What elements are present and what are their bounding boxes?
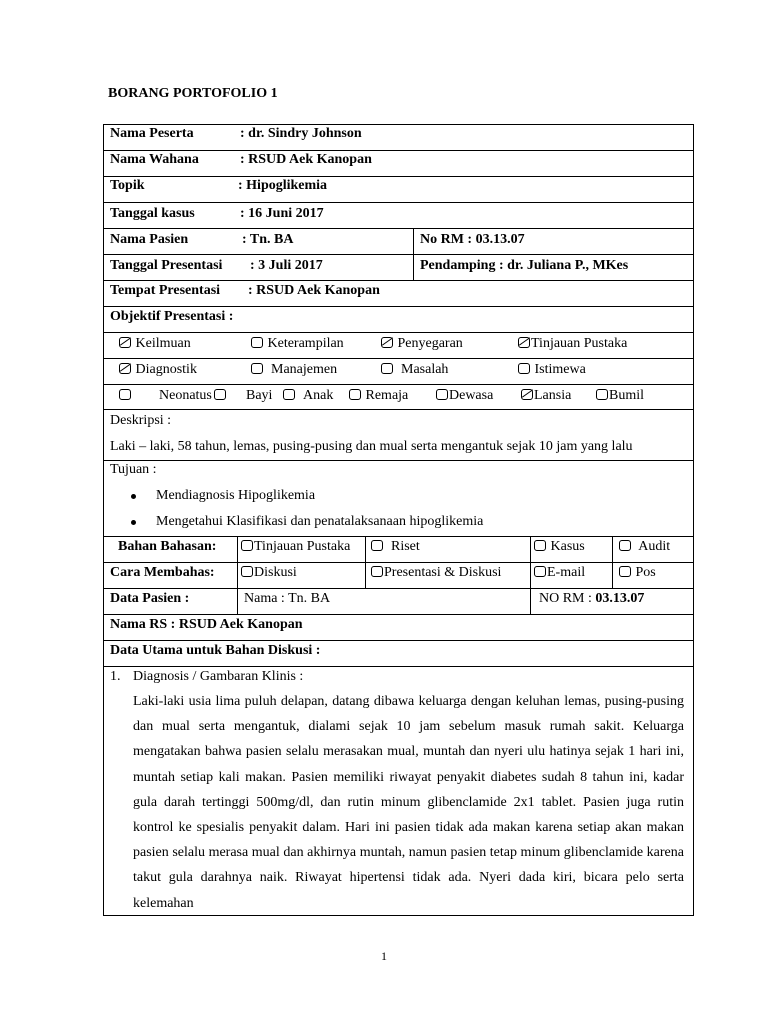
- checkbox-icon[interactable]: [534, 566, 546, 577]
- option-manajemen[interactable]: Manajemen: [251, 362, 337, 378]
- value-tanggal-kasus: : 16 Juni 2017: [240, 206, 324, 221]
- checkbox-icon[interactable]: [119, 388, 132, 404]
- diagnosis-heading: Diagnosis / Gambaran Klinis :: [133, 669, 304, 684]
- option-bayi[interactable]: Bayi: [246, 388, 273, 403]
- row-data-pasien: [104, 589, 693, 615]
- column-divider: [612, 537, 613, 562]
- checkbox-icon[interactable]: [619, 566, 631, 577]
- checkbox-icon[interactable]: [214, 388, 227, 404]
- option-diskusi[interactable]: Diskusi: [241, 565, 297, 581]
- option-audit[interactable]: Audit: [619, 539, 670, 555]
- option-penyegaran[interactable]: Penyegaran: [381, 336, 463, 352]
- value-nama-peserta: : dr. Sindry Johnson: [240, 126, 362, 141]
- checkbox-checked-icon[interactable]: [381, 337, 393, 348]
- row-tanggal-presentasi: [104, 255, 693, 281]
- label-data-utama: Data Utama untuk Bahan Diskusi :: [110, 643, 321, 658]
- option-keterampilan[interactable]: Keterampilan: [251, 336, 344, 352]
- checkbox-checked-icon[interactable]: [119, 337, 131, 348]
- checkbox-checked-icon[interactable]: [521, 389, 533, 400]
- option-pos[interactable]: Pos: [619, 565, 656, 581]
- label-objektif: Objektif Presentasi :: [110, 309, 234, 324]
- bullet-icon: [131, 520, 136, 525]
- row-tempat-presentasi: [104, 281, 693, 307]
- checkbox-icon[interactable]: [436, 389, 448, 400]
- row-objektif-1: [104, 333, 693, 359]
- value-data-pasien-nama: Nama : Tn. BA: [244, 591, 331, 606]
- document-title: BORANG PORTOFOLIO 1: [108, 86, 278, 101]
- label-nama-wahana: Nama Wahana: [110, 152, 199, 167]
- row-deskripsi: [104, 410, 693, 461]
- checkbox-icon[interactable]: [251, 363, 263, 374]
- row-nama-wahana: [104, 151, 693, 177]
- value-tanggal-presentasi: : 3 Juli 2017: [250, 258, 323, 273]
- value-nama-pasien: : Tn. BA: [242, 232, 294, 247]
- row-objektif-2: [104, 359, 693, 385]
- bullet-icon: [131, 494, 136, 499]
- row-nama-peserta: [104, 125, 693, 151]
- checkbox-icon[interactable]: [518, 363, 530, 374]
- option-diagnostik[interactable]: Diagnostik: [119, 362, 197, 378]
- checkbox-icon[interactable]: [534, 540, 546, 551]
- option-kasus[interactable]: Kasus: [534, 539, 585, 555]
- option-masalah[interactable]: Masalah: [381, 362, 448, 378]
- label-nama-pasien: Nama Pasien: [110, 232, 189, 247]
- label-tanggal-kasus: Tanggal kasus: [110, 206, 195, 221]
- row-topik: [104, 177, 693, 203]
- checkbox-icon[interactable]: [381, 363, 393, 374]
- label-tempat-presentasi: Tempat Presentasi: [110, 283, 221, 298]
- column-divider: [530, 563, 531, 588]
- row-nama-rs: [104, 615, 693, 641]
- value-tempat-presentasi: : RSUD Aek Kanopan: [248, 283, 380, 298]
- portfolio-form: [103, 124, 694, 916]
- diagnosis-text: Laki-laki usia lima puluh delapan, datang dibawa keluarga dengan keluhan lemas, pusing-pusing dan mual serta mengantuk, dialami sejak 10 jam sebelum masuk rumah sakit. Keluarga mengatakan bahwa pasien selalu merasakan mual, muntah dan nyeri ulu hatinya sejak 1 hari ini, muntah setiap kali makan. Pasien memiliki riwayat penyakit diabetes sudah 8 tahun ini, kadar gula darah tertinggi 500mg/dl, dan rutin minum glibenclamide 2x1 tablet. Pasien juga rutin kontrol ke spesialis penyakit dalam. Hari ini pasien tidak ada makan karena setiap akan makan pasien selalu merasa mual dan akhirnya muntah, namun pasien tetap minum glibenclamide karena takut gula darahnya naik. Riwayat hipertensi tidak ada. Nyeri dada kiri, bicara pelo serta kelemahan: [133, 694, 684, 911]
- row-tujuan: [104, 461, 693, 537]
- text-deskripsi: Laki – laki, 58 tahun, lemas, pusing-pusing dan mual serta mengantuk sejak 10 jam yang lalu: [110, 439, 633, 454]
- label-nama-peserta: Nama Peserta: [110, 126, 194, 141]
- label-tujuan: Tujuan :: [110, 462, 157, 477]
- row-objektif-3: [104, 385, 693, 410]
- column-divider: [413, 229, 414, 254]
- diagnosis-number: 1.: [110, 669, 121, 684]
- value-topik: : Hipoglikemia: [238, 178, 328, 193]
- option-email[interactable]: E-mail: [534, 565, 585, 581]
- page-number: 1: [381, 949, 387, 963]
- option-dewasa[interactable]: Dewasa: [436, 388, 493, 404]
- option-bumil[interactable]: Bumil: [596, 388, 644, 404]
- checkbox-icon[interactable]: [251, 337, 263, 348]
- checkbox-icon[interactable]: [241, 566, 253, 577]
- column-divider: [612, 563, 613, 588]
- checkbox-icon[interactable]: [596, 389, 608, 400]
- option-tinjauan-pustaka-bahan[interactable]: Tinjauan Pustaka: [241, 539, 350, 555]
- checkbox-icon[interactable]: [241, 540, 253, 551]
- row-cara-membahas: [104, 563, 693, 589]
- checkbox-checked-icon[interactable]: [518, 337, 530, 348]
- column-divider: [530, 537, 531, 562]
- row-objektif-label: [104, 307, 693, 333]
- option-remaja[interactable]: Remaja: [349, 388, 408, 404]
- checkbox-checked-icon[interactable]: [119, 363, 131, 374]
- checkbox-icon[interactable]: [619, 540, 631, 551]
- row-tanggal-kasus: [104, 203, 693, 229]
- tujuan-item: Mendiagnosis Hipoglikemia: [156, 488, 316, 503]
- column-divider: [530, 589, 531, 614]
- checkbox-icon[interactable]: [349, 389, 361, 400]
- column-divider: [237, 589, 238, 614]
- option-riset[interactable]: Riset: [371, 539, 420, 555]
- checkbox-icon[interactable]: [283, 389, 295, 400]
- row-bahan-bahasan: [104, 537, 693, 563]
- checkbox-icon[interactable]: [371, 566, 383, 577]
- option-lansia[interactable]: Lansia: [521, 388, 571, 404]
- label-topik: Topik: [110, 178, 145, 193]
- row-diagnosis: [104, 667, 693, 916]
- option-anak[interactable]: Anak: [283, 388, 333, 404]
- label-data-pasien: Data Pasien :: [110, 591, 190, 606]
- column-divider: [237, 537, 238, 562]
- row-data-utama: [104, 641, 693, 667]
- column-divider: [413, 255, 414, 280]
- label-deskripsi: Deskripsi :: [110, 413, 172, 428]
- column-divider: [365, 563, 366, 588]
- option-keilmuan[interactable]: Keilmuan: [119, 336, 191, 352]
- tujuan-item: Mengetahui Klasifikasi dan penatalaksanaan hipoglikemia: [156, 514, 484, 529]
- label-cara-membahas: Cara Membahas:: [110, 565, 215, 580]
- row-nama-pasien: [104, 229, 693, 255]
- option-tinjauan-pustaka[interactable]: Tinjauan Pustaka: [518, 336, 627, 352]
- label-bahan-bahasan: Bahan Bahasan:: [118, 539, 217, 554]
- label-tanggal-presentasi: Tanggal Presentasi: [110, 258, 223, 273]
- option-presentasi-diskusi[interactable]: Presentasi & Diskusi: [371, 565, 501, 581]
- value-no-rm: No RM : 03.13.07: [420, 232, 525, 247]
- option-neonatus[interactable]: Neonatus: [159, 388, 212, 403]
- value-nama-wahana: : RSUD Aek Kanopan: [240, 152, 372, 167]
- checkbox-icon[interactable]: [371, 540, 383, 551]
- column-divider: [365, 537, 366, 562]
- value-data-pasien-norm: NO RM : 03.13.07: [539, 591, 645, 606]
- column-divider: [237, 563, 238, 588]
- value-nama-rs: Nama RS : RSUD Aek Kanopan: [110, 617, 303, 632]
- value-pendamping: Pendamping : dr. Juliana P., MKes: [420, 258, 629, 273]
- option-istimewa[interactable]: Istimewa: [518, 362, 586, 378]
